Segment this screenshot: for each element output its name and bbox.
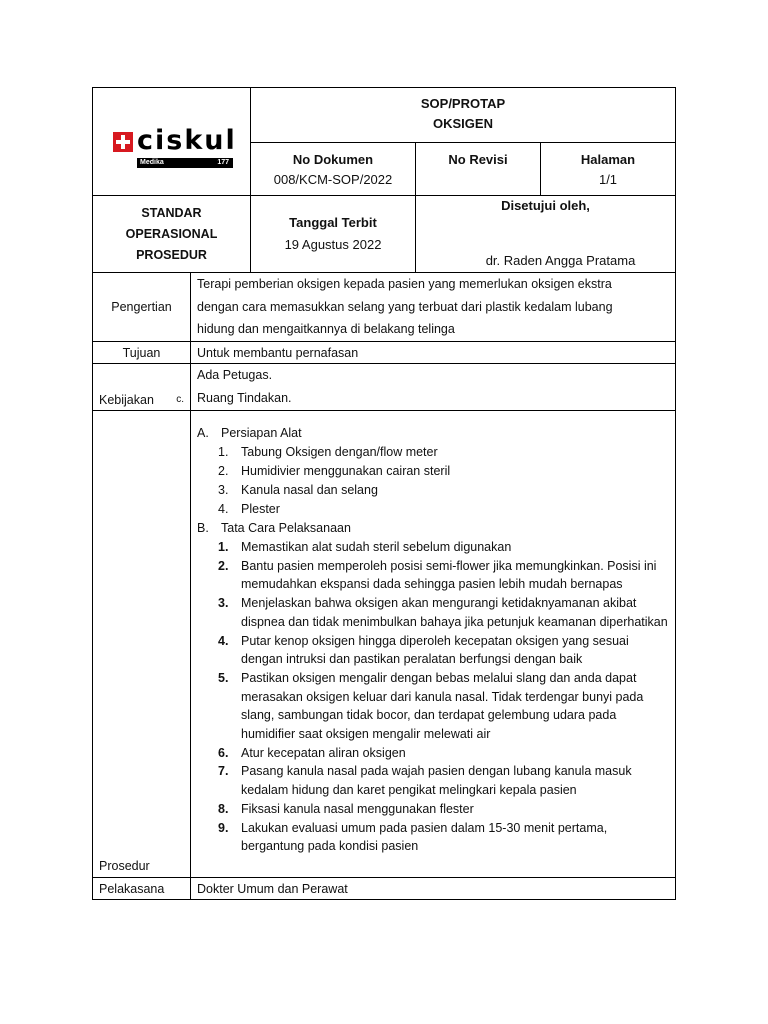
halaman-cell (541, 143, 676, 196)
alat-item: 3. Kanula nasal dan selang (218, 483, 378, 497)
document-title: SOP/PROTAP (420, 96, 506, 111)
pengertian-label-cell (93, 273, 191, 342)
tujuan-text: Untuk membantu pernafasan (197, 345, 359, 360)
pengertian-label: Pengertian (111, 300, 172, 314)
red-cross-icon (113, 132, 133, 152)
halaman-value: 1/1 (598, 172, 618, 188)
logo-cell (93, 88, 251, 196)
step-item: 8. Fiksasi kanula nasal menggunakan flester (218, 801, 474, 816)
no-revisi-label: No Revisi (448, 152, 508, 168)
tujuan-label: Tujuan (122, 345, 161, 360)
no-dokumen-value: 008/KCM-SOP/2022 (273, 172, 393, 188)
no-dokumen-label: No Dokumen (292, 152, 374, 168)
standar-cell (93, 196, 251, 273)
step-item: 9. Lakukan evaluasi umum pada pasien dalam 15-30 menit pertama, bergantung pada kondisi pasien (218, 820, 608, 854)
kebijakan-content (191, 364, 676, 411)
step-item: 1. Memastikan alat sudah steril sebelum digunakan (218, 540, 512, 554)
pengertian-line-1: Terapi pemberian oksigen kepada pasien yang memerlukan oksigen ekstra (197, 277, 612, 291)
standar-line-2: OPERASIONAL (125, 227, 218, 241)
step-item: 6. Atur kecepatan aliran oksigen (218, 745, 406, 760)
halaman-label: Halaman (580, 152, 636, 168)
no-dokumen-cell (251, 143, 416, 196)
no-revisi-cell (416, 143, 541, 196)
standar-line-1: STANDAR (141, 206, 202, 220)
kebijakan-line-1: Ada Petugas. (197, 368, 273, 382)
alat-item: 2. Humidivier menggunakan cairan steril (218, 464, 451, 478)
pelaksana-label: Pelakasana (99, 881, 165, 896)
logo-sub-right: 177 (217, 159, 229, 166)
step-item: 4. Putar kenop oksigen hingga diperoleh kecepatan oksigen yang sesuai dengan intruksi dan pastikan peralatan berfungsi dengan baik (218, 633, 629, 667)
approver-name: dr. Raden Angga Pratama (485, 253, 636, 268)
step-item: 5. Pastikan oksigen mengalir dengan bebas melalui slang dan anda dapat merasakan oksigen keluar dari kanula nasal. Tidak terdengar bunyi pada slang, sambungan tidak bocor, dan terdapat gelembung udara pada humidifier saat oksigen mengalir melewati air (218, 670, 644, 742)
section-b-heading: B. Tata Cara Pelaksanaan (197, 521, 351, 535)
approval-label: Disetujui oleh, (501, 198, 590, 213)
tanggal-value: 19 Agustus 2022 (284, 237, 382, 252)
pengertian-content (191, 273, 676, 342)
step-item: 2. Bantu pasien memperoleh posisi semi-flower jika memungkinkan. Posisi ini memudahkan ekspansi dada sehingga pasien lebih mudah bernapas (218, 558, 657, 592)
document-title-cell (251, 88, 676, 143)
tujuan-label-cell (93, 342, 191, 364)
clinic-logo (113, 125, 237, 168)
logo-subbar (137, 158, 233, 168)
kebijakan-line-2: Ruang Tindakan. (197, 390, 292, 405)
standar-line-3: PROSEDUR (136, 248, 207, 262)
pengertian-line-3: hidung dan mengaitkannya di belakang telinga (197, 322, 455, 336)
step-item: 7. Pasang kanula nasal pada wajah pasien dengan lubang kanula masuk kedalam hidung dan karet pengikat melingkari kepala pasien (218, 764, 632, 798)
prosedur-label-cell (93, 411, 191, 878)
alat-item: 4. Plester (218, 502, 280, 516)
section-a-heading: A. Persiapan Alat (197, 426, 302, 440)
kebijakan-label-cell (93, 364, 191, 411)
pelaksana-content (191, 878, 676, 900)
kebijakan-marker: c. (176, 394, 184, 405)
document-subtitle: OKSIGEN (433, 116, 493, 131)
logo-wordmark: ciskul (137, 125, 237, 156)
logo-sub-left: Medika (140, 159, 164, 166)
pengertian-line-2: dengan cara memasukkan selang yang terbuat dari plastik kedalam lubang (197, 299, 613, 314)
tujuan-content (191, 342, 676, 364)
prosedur-label: Prosedur (99, 859, 150, 873)
tanggal-label: Tanggal Terbit (289, 215, 377, 230)
sop-table (92, 87, 676, 900)
pelaksana-label-cell (93, 878, 191, 900)
approval-cell (416, 196, 676, 273)
kebijakan-label: Kebijakan (99, 393, 154, 407)
alat-item: 1. Tabung Oksigen dengan/flow meter (218, 445, 438, 459)
pelaksana-text: Dokter Umum dan Perawat (197, 881, 348, 896)
prosedur-content (191, 411, 676, 878)
tanggal-cell (251, 196, 416, 273)
sop-document (92, 87, 675, 900)
step-item: 3. Menjelaskan bahwa oksigen akan mengurangi ketidaknyamanan akibat dispnea dan tidak menimbulkan bahaya jika petunjuk keamanan diperhatikan (218, 596, 668, 629)
